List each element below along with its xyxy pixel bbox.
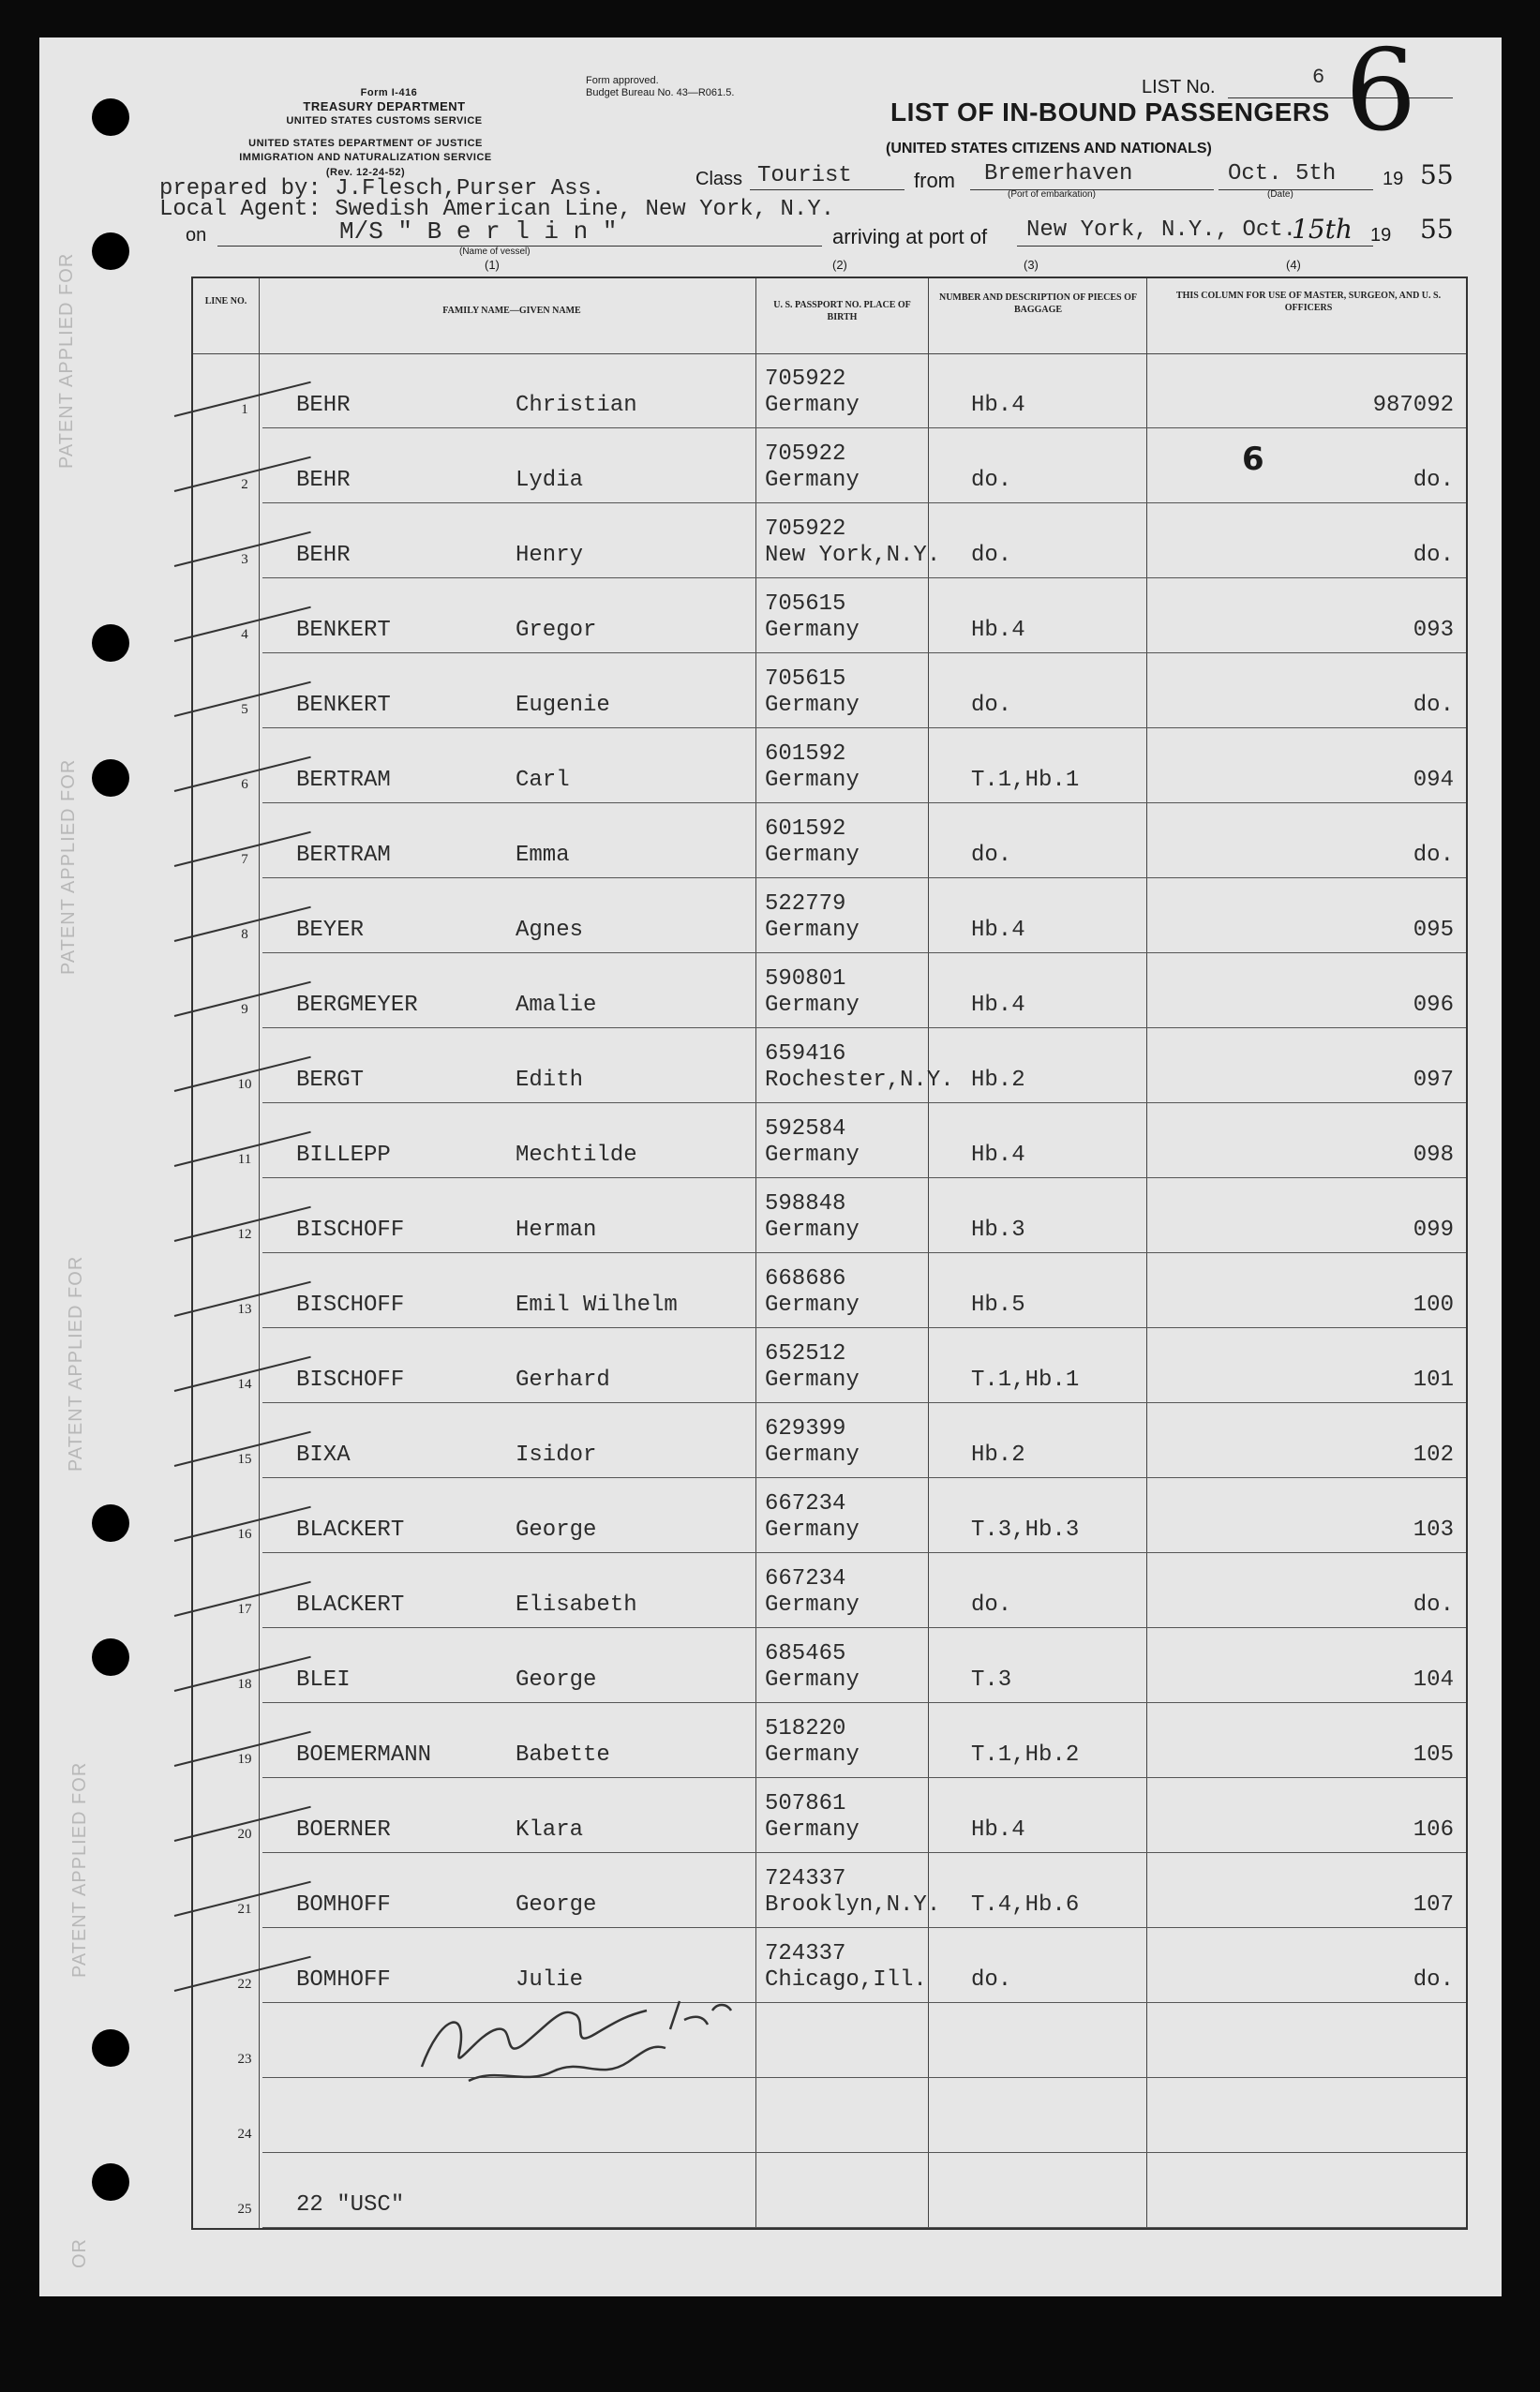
place-of-birth: Germany <box>765 1293 860 1318</box>
line-number: 1 <box>241 402 248 417</box>
officer-entry: 097 <box>1413 1068 1454 1093</box>
family-name: BISCHOFF <box>296 1293 405 1318</box>
vessel-name: M/S " B e r l i n " <box>339 217 618 246</box>
family-name: BERTRAM <box>296 768 391 793</box>
baggage: T.1,Hb.1 <box>971 768 1080 793</box>
line-number: 20 <box>237 1827 252 1842</box>
list-no-label: LIST No. <box>1142 77 1216 97</box>
place-of-birth: Germany <box>765 1592 860 1618</box>
table-row <box>193 2003 1466 2078</box>
table-row <box>193 1403 1466 1478</box>
passport-number: 685465 <box>765 1641 846 1667</box>
line-number: 19 <box>237 1752 252 1767</box>
given-name: Klara <box>516 1817 584 1843</box>
family-name: BOMHOFF <box>296 1967 391 1993</box>
table-row <box>193 1703 1466 1778</box>
line-number: 9 <box>241 1002 248 1017</box>
line-number: 5 <box>241 702 248 717</box>
given-name: Herman <box>516 1218 597 1243</box>
officer-entry: do. <box>1413 468 1454 493</box>
baggage: Hb.3 <box>971 1218 1025 1243</box>
given-name: Eugenie <box>516 693 610 718</box>
table-header <box>193 278 1466 354</box>
table-row <box>193 2153 1466 2228</box>
given-name: Gregor <box>516 618 597 643</box>
doj-title: UNITED STATES DEPARTMENT OF JUSTICE <box>248 138 483 149</box>
place-of-birth: New York,N.Y. <box>765 543 941 568</box>
officer-entry: do. <box>1413 1592 1454 1618</box>
place-of-birth: Germany <box>765 843 860 868</box>
line-number: 24 <box>237 2127 252 2142</box>
family-name: BIXA <box>296 1443 351 1468</box>
given-name: Carl <box>516 768 570 793</box>
baggage: Hb.5 <box>971 1293 1025 1318</box>
officer-mark: 6 <box>1242 441 1264 478</box>
field-line <box>1219 189 1373 190</box>
table-row <box>193 1778 1466 1853</box>
passport-number: 705615 <box>765 666 846 692</box>
baggage: Hb.4 <box>971 993 1025 1018</box>
officer-entry: 095 <box>1413 918 1454 943</box>
place-of-birth: Germany <box>765 1742 860 1768</box>
officer-entry: 100 <box>1413 1293 1454 1318</box>
given-name: Agnes <box>516 918 584 943</box>
officer-entry: 106 <box>1413 1817 1454 1843</box>
place-of-birth: Germany <box>765 1143 860 1168</box>
family-name: BISCHOFF <box>296 1368 405 1393</box>
given-name: Henry <box>516 543 584 568</box>
column-mark: (1) <box>485 258 500 272</box>
line-number: 10 <box>237 1077 252 1092</box>
given-name: Babette <box>516 1742 610 1768</box>
field-line <box>750 189 905 190</box>
place-of-birth: Germany <box>765 918 860 943</box>
passport-number: 518220 <box>765 1716 846 1742</box>
punch-hole <box>92 1638 129 1676</box>
line-number: 8 <box>241 927 248 942</box>
baggage: Hb.4 <box>971 1143 1025 1168</box>
baggage: Hb.2 <box>971 1068 1025 1093</box>
table-row <box>193 578 1466 653</box>
field-line <box>1017 246 1373 247</box>
line-number: 21 <box>237 1902 252 1917</box>
header-passport: U. S. PASSPORT NO. PLACE OF BIRTH <box>773 300 911 322</box>
place-of-birth: Germany <box>765 1368 860 1393</box>
arrival-year-prefix: 19 <box>1370 225 1392 246</box>
family-name: BOMHOFF <box>296 1892 391 1918</box>
line-number: 7 <box>241 852 248 867</box>
officer-entry: 101 <box>1413 1368 1454 1393</box>
punch-hole <box>92 759 129 797</box>
baggage: Hb.4 <box>971 918 1025 943</box>
place-of-birth: Germany <box>765 768 860 793</box>
document-title: LIST OF IN-BOUND PASSENGERS <box>890 97 1330 127</box>
family-name: BERTRAM <box>296 843 391 868</box>
passport-number: 705922 <box>765 516 846 542</box>
passport-number: 522779 <box>765 891 846 917</box>
punch-hole <box>92 2029 129 2067</box>
line-number: 16 <box>237 1527 252 1542</box>
place-of-birth: Germany <box>765 1218 860 1243</box>
patent-stamp: PATENT APPLIED FOR <box>56 252 77 469</box>
given-name: George <box>516 1892 597 1918</box>
passport-number: 724337 <box>765 1941 846 1966</box>
header-line-no: LINE NO. <box>204 296 247 306</box>
table-row <box>193 1853 1466 1928</box>
line-number: 14 <box>237 1377 252 1392</box>
line-number: 4 <box>241 627 248 642</box>
family-name: BLEI <box>296 1667 351 1693</box>
passport-number: 507861 <box>765 1791 846 1816</box>
vessel-caption: (Name of vessel) <box>459 247 531 257</box>
table-row <box>193 1028 1466 1103</box>
document-subtitle: (UNITED STATES CITIZENS AND NATIONALS) <box>886 141 1212 157</box>
officer-entry: 103 <box>1413 1517 1454 1543</box>
baggage: do. <box>971 543 1012 568</box>
given-name: Mechtilde <box>516 1143 637 1168</box>
table-row <box>193 878 1466 953</box>
officer-entry: 102 <box>1413 1443 1454 1468</box>
passport-number: 598848 <box>765 1191 846 1217</box>
officer-entry: do. <box>1413 543 1454 568</box>
family-name: BOERNER <box>296 1817 391 1843</box>
family-name: BERGMEYER <box>296 993 418 1018</box>
passport-number: 667234 <box>765 1491 846 1517</box>
punch-hole <box>92 2163 129 2201</box>
family-name: BOEMERMANN <box>296 1742 432 1768</box>
officer-entry: 099 <box>1413 1218 1454 1243</box>
class-value: Tourist <box>757 163 852 188</box>
list-no-handwritten: 6 <box>1345 26 1417 157</box>
table-row <box>193 353 1466 428</box>
given-name: George <box>516 1667 597 1693</box>
family-name: 22 "USC" <box>296 2192 405 2218</box>
patent-stamp: PATENT APPLIED FOR <box>69 1761 90 1978</box>
table-row <box>193 2078 1466 2153</box>
budget-bureau: Budget Bureau No. 43—R061.5. <box>586 87 735 98</box>
table-row <box>193 953 1466 1028</box>
arriving-label: arriving at port of <box>832 225 988 248</box>
ins-title: IMMIGRATION AND NATURALIZATION SERVICE <box>239 152 492 163</box>
given-name: Edith <box>516 1068 584 1093</box>
table-row <box>193 653 1466 728</box>
baggage: T.3 <box>971 1667 1012 1693</box>
passport-number: 601592 <box>765 741 846 767</box>
baggage: Hb.4 <box>971 618 1025 643</box>
line-number: 23 <box>237 2052 252 2067</box>
given-name: Emil Wilhelm <box>516 1293 678 1318</box>
place-of-birth: Germany <box>765 393 860 418</box>
family-name: BEYER <box>296 918 365 943</box>
given-name: Elisabeth <box>516 1592 637 1618</box>
passport-number: 601592 <box>765 816 846 842</box>
baggage: T.1,Hb.2 <box>971 1742 1080 1768</box>
officer-entry: do. <box>1413 693 1454 718</box>
baggage: do. <box>971 693 1012 718</box>
officer-entry: 098 <box>1413 1143 1454 1168</box>
patent-stamp: PATENT APPLIED FOR <box>66 1255 86 1472</box>
table-row <box>193 1253 1466 1328</box>
port-caption: (Port of embarkation) <box>1008 189 1096 200</box>
place-of-birth: Rochester,N.Y. <box>765 1068 954 1093</box>
given-name: Gerhard <box>516 1368 610 1393</box>
baggage: do. <box>971 468 1012 493</box>
departure-date: Oct. 5th <box>1228 161 1337 187</box>
column-mark: (4) <box>1286 258 1301 272</box>
passport-number: 705922 <box>765 366 846 392</box>
officer-entry: 987092 <box>1372 393 1454 418</box>
baggage: T.3,Hb.3 <box>971 1517 1080 1543</box>
place-of-birth: Germany <box>765 1817 860 1843</box>
passport-number: 667234 <box>765 1566 846 1592</box>
table-row <box>193 503 1466 578</box>
officer-entry: 105 <box>1413 1742 1454 1768</box>
treasury-dept: TREASURY DEPARTMENT <box>303 99 466 113</box>
place-of-birth: Germany <box>765 993 860 1018</box>
family-name: BLACKERT <box>296 1517 405 1543</box>
line-number: 3 <box>241 552 248 567</box>
officer-entry: 104 <box>1413 1667 1454 1693</box>
family-name: BENKERT <box>296 693 391 718</box>
prepared-by: prepared by: J.Flesch,Purser Ass. <box>159 176 606 202</box>
family-name: BERGT <box>296 1068 365 1093</box>
arrival-year: 55 <box>1420 214 1454 245</box>
passport-number: 724337 <box>765 1866 846 1891</box>
baggage: Hb.4 <box>971 1817 1025 1843</box>
baggage: do. <box>971 1592 1012 1618</box>
punch-hole <box>92 1504 129 1542</box>
header-officers: THIS COLUMN FOR USE OF MASTER, SURGEON, AND U. S. OFFICERS <box>1175 291 1442 313</box>
family-name: BENKERT <box>296 618 391 643</box>
officer-entry: 096 <box>1413 993 1454 1018</box>
officer-entry: 107 <box>1413 1892 1454 1918</box>
given-name: George <box>516 1517 597 1543</box>
passport-number: 705615 <box>765 591 846 617</box>
place-of-birth: Germany <box>765 618 860 643</box>
officer-entry: do. <box>1413 843 1454 868</box>
table-row <box>193 1553 1466 1628</box>
punch-hole <box>92 98 129 136</box>
family-name: BISCHOFF <box>296 1218 405 1243</box>
line-number: 15 <box>237 1452 252 1467</box>
passport-number: 592584 <box>765 1116 846 1142</box>
header-baggage: NUMBER AND DESCRIPTION OF PIECES OF BAGGAGE <box>938 292 1138 315</box>
patent-stamp: PATENT APPLIED FOR <box>58 758 79 975</box>
place-of-birth: Germany <box>765 468 860 493</box>
table-row <box>193 803 1466 878</box>
given-name: Julie <box>516 1967 584 1993</box>
baggage: T.1,Hb.1 <box>971 1368 1080 1393</box>
line-number: 11 <box>237 1152 252 1167</box>
family-name: BLACKERT <box>296 1592 405 1618</box>
line-number: 18 <box>237 1677 252 1692</box>
class-label: Class <box>695 169 743 189</box>
officer-entry: 094 <box>1413 768 1454 793</box>
form-approved: Form approved. <box>586 75 659 86</box>
on-label: on <box>186 225 207 246</box>
table-row <box>193 1103 1466 1178</box>
date-caption: (Date) <box>1267 189 1293 200</box>
family-name: BEHR <box>296 468 351 493</box>
given-name: Lydia <box>516 468 584 493</box>
table-row <box>193 728 1466 803</box>
line-number: 2 <box>241 477 248 492</box>
passport-number: 668686 <box>765 1266 846 1292</box>
given-name: Isidor <box>516 1443 597 1468</box>
row-rule <box>262 2227 1466 2228</box>
officer-signature <box>412 1978 750 2100</box>
passport-number: 705922 <box>765 441 846 467</box>
punch-hole <box>92 624 129 662</box>
baggage: do. <box>971 843 1012 868</box>
passport-number: 629399 <box>765 1416 846 1442</box>
given-name: Amalie <box>516 993 597 1018</box>
place-of-birth: Brooklyn,N.Y. <box>765 1892 941 1918</box>
line-number: 22 <box>237 1977 252 1992</box>
passport-number: 590801 <box>765 966 846 992</box>
place-of-birth: Chicago,Ill. <box>765 1967 927 1993</box>
officer-entry: do. <box>1413 1967 1454 1993</box>
table-row <box>193 1928 1466 2003</box>
punch-hole <box>92 232 129 270</box>
passenger-table <box>191 277 1468 2230</box>
officer-entry: 093 <box>1413 618 1454 643</box>
place-of-birth: Germany <box>765 1443 860 1468</box>
family-name: BEHR <box>296 393 351 418</box>
place-of-birth: Germany <box>765 1517 860 1543</box>
place-of-birth: Germany <box>765 693 860 718</box>
family-name: BILLEPP <box>296 1143 391 1168</box>
given-name: Emma <box>516 843 570 868</box>
line-number: 12 <box>237 1227 252 1242</box>
from-label: from <box>914 169 955 192</box>
patent-stamp: OR <box>69 2238 90 2268</box>
table-row <box>193 1178 1466 1253</box>
baggage: T.4,Hb.6 <box>971 1892 1080 1918</box>
table-row <box>193 1628 1466 1703</box>
line-number: 17 <box>237 1602 252 1617</box>
customs-service: UNITED STATES CUSTOMS SERVICE <box>286 115 483 127</box>
year-value: 55 <box>1420 159 1454 190</box>
arrival-port: New York, N.Y., Oct. <box>1026 217 1297 243</box>
revision: (Rev. 12-24-52) <box>325 167 406 178</box>
passport-number: 652512 <box>765 1341 846 1367</box>
column-mark: (2) <box>832 258 847 272</box>
list-no-value: 6 <box>1312 66 1325 89</box>
port-of-embarkation: Bremerhaven <box>984 161 1133 187</box>
passport-number: 659416 <box>765 1041 846 1067</box>
header-name: FAMILY NAME—GIVEN NAME <box>442 306 581 316</box>
table-row <box>193 1478 1466 1553</box>
table-row <box>193 428 1466 503</box>
form-number: Form I-416 <box>360 87 418 98</box>
baggage: Hb.2 <box>971 1443 1025 1468</box>
given-name: Christian <box>516 393 637 418</box>
line-number: 25 <box>237 2202 252 2217</box>
line-number: 6 <box>241 777 248 792</box>
column-mark: (3) <box>1024 258 1039 272</box>
line-number: 13 <box>237 1302 252 1317</box>
local-agent: Local Agent: Swedish American Line, New York, N.Y. <box>159 197 835 222</box>
year-prefix: 19 <box>1383 169 1404 189</box>
arrival-day: 15th <box>1292 214 1353 245</box>
place-of-birth: Germany <box>765 1667 860 1693</box>
baggage: do. <box>971 1967 1012 1993</box>
baggage: Hb.4 <box>971 393 1025 418</box>
table-row <box>193 1328 1466 1403</box>
family-name: BEHR <box>296 543 351 568</box>
